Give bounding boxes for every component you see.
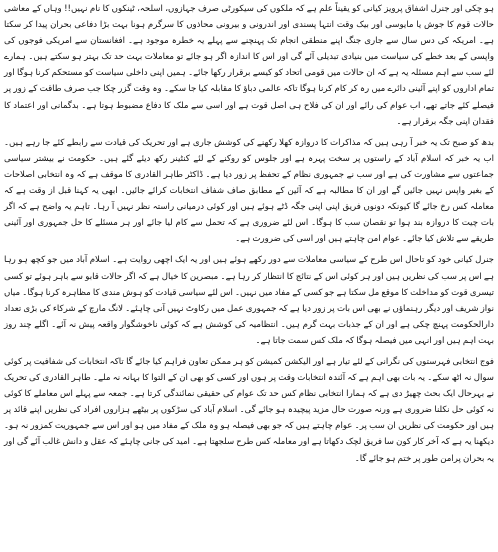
article-paragraph-3: جنرل کیانی خود کو تاحال اس طرح کے سیاسی معاملات سے دور رکھے ہوئے ہیں اور یہ ایک اچھی روایت ہے۔ اسلام آباد میں جو کچھ ہو رہا ہے اس پر سب کی نظریں ہیں اور ہر کوئی اس کے نتائج کا انتظار کر رہا ہے۔ مبصرین کا خیال ہے کہ اگر حالات قابو سے باہر ہوئے تو کسی تیسری قوت کو مداخلت کا موقع مل سکتا ہے جو کسی کے مفاد میں نہیں۔ اس لئے سیاسی قیادت کو ہوش مندی کا مظاہرہ کرنا ہوگا۔ میاں نواز شریف اور دیگر رہنماؤں نے بھی اس بات پر زور دیا ہے کہ جمہوری عمل میں رکاوٹ نہیں آنی چاہئے۔ لانگ مارچ کے شرکاء کی بڑی تعداد دارالحکومت پہنچ چکی ہے اور ان کے جذبات بہت گرم ہیں۔ انتظامیہ کی کوشش ہے کہ کوئی ناخوشگوار واقعہ پیش نہ آئے۔ اگلے چند روز بہت اہم ہیں اور انہی میں فیصلہ ہوگا کہ ملک کس سمت جاتا ہے۔: [4, 255, 494, 346]
article-paragraph-2: بدھ کو صبح تک یہ خبر آ رہی ہیں کہ مذاکرات کا دروازہ کھلا رکھنے کی کوشش جاری ہے اور تحریک کی قیادت سے رابطے کئے جا رہے ہیں۔ اب یہ خبر کہ اسلام آباد کے راستوں پر سخت پہرہ ہے اور جلوس کو روکنے کے لئے کنٹینر رکھ دیئے گئے ہیں۔ حکومت نے بیشتر سیاسی جماعتوں سے مشاورت کی ہے اور سب نے جمہوری نظام کے تحفظ پر زور دیا ہے۔ ڈاکٹر طاہر القادری کا موقف ہے کہ وہ انتخابی اصلاحات کے بغیر واپس نہیں جائیں گے اور ان کا مطالبہ ہے کہ آئین کے مطابق صاف شفاف انتخابات کرائے جائیں۔ ابھی یہ کہنا قبل از وقت ہے کہ معاملہ کس رخ جائے گا کیونکہ دونوں فریق اپنی اپنی جگہ ڈٹے ہوئے ہیں اور کوئی درمیانی راستہ نظر نہیں آ رہا۔ تاہم یہ واضح ہے کہ اگر بات چیت کا دروازہ بند ہوا تو نقصان سب کا ہوگا۔ اس لئے ضروری ہے کہ تحمل سے کام لیا جائے اور ہر مسئلے کا حل جمہوری اور آئینی طریقے سے تلاش کیا جائے۔ عوام امن چاہتے ہیں اور اسی کی ضرورت ہے۔: [4, 137, 494, 245]
article-paragraph-1: ہو چکی اور جنرل اشفاق پرویز کیانی کو یقیناً علم ہے کہ ملکوں کی سیکورٹی صرف جہازوں، اسلحہ، ٹینکوں کا نام نہیں!! وہاں کے معاشی حالات قوم کا جوش یا مایوسی اور بیک وقت انتہا پسندی اور اندرونی و بیرونی محاذوں کا سرگرم ہونا بہت بڑا دفاعی بحران پیدا کر سکتا ہے۔ امریکہ کی دس سال سے جاری جنگ اپنے منطقی انجام تک پہنچنے سے پہلے یہ خطرہ موجود ہے۔ افغانستان سے امریکی فوجوں کی واپسی کے بعد خطے کی سیاست میں بنیادی تبدیلی آئے گی اور اس کا اندازہ اگر ہو جائے تو معاملات بہت حد تک بہتر ہو سکتے ہیں۔ ہمارے لئے سب سے اہم مسئلہ یہ ہے کہ ان حالات میں قومی اتحاد کو کیسے برقرار رکھا جائے۔ ہمیں اپنی داخلی سیاست کو مستحکم کرنا ہوگا اور تمام اداروں کو اپنے آئینی دائرے میں رہ کر کام کرنا ہوگا تاکہ عالمی دباؤ کا مقابلہ کیا جا سکے۔ وہ وقت گزر چکا جب صرف طاقت کے زور پر فیصلے کئے جاتے تھے، اب عوام کی رائے اور ان کی فلاح ہی اصل قوت ہے اور اسی سے ملک کا دفاع مضبوط ہوتا ہے۔ بدگمانی اور اعتماد کا فقدان اپنی جگہ برقرار ہے۔: [4, 4, 494, 127]
article-paragraph-4: فوج انتخابی فہرستوں کی نگرانی کے لئے تیار ہے اور الیکشن کمیشن کو ہر ممکن تعاون فراہم کیا جائے گا تاکہ انتخابات کی شفافیت پر کوئی سوال نہ اٹھ سکے۔ یہ بات بھی اہم ہے کہ آئندہ انتخابات وقت پر ہوں اور کسی کو بھی ان کے التوا کا بہانہ نہ ملے۔ طاہر القادری کی تحریک نے بہرحال ایک بحث چھیڑ دی ہے کہ ہمارا انتخابی نظام کس حد تک عوام کی حقیقی نمائندگی کرتا ہے۔ جمعہ سے پہلے اس معاملے کا کوئی نہ کوئی حل نکلنا ضروری ہے ورنہ صورت حال مزید پیچیدہ ہو جائے گی۔ اسلام آباد کی سڑکوں پر بیٹھے ہزاروں افراد کی نظریں اپنے قائد پر ہیں اور حکومت کی نظریں ان سب پر۔ عوام چاہتے ہیں کہ جو بھی فیصلہ ہو وہ ملک کے مفاد میں ہو اور اس سے جمہوریت کمزور نہ ہو۔ دیکھنا یہ ہے کہ آخر کار کون سا فریق لچک دکھاتا ہے اور معاملہ کس طرح سلجھتا ہے۔ امید کی جانی چاہئے کہ عقل و دانش غالب آئے گی اور یہ بحران پرامن طور پر ختم ہو جائے گا۔: [4, 356, 494, 464]
